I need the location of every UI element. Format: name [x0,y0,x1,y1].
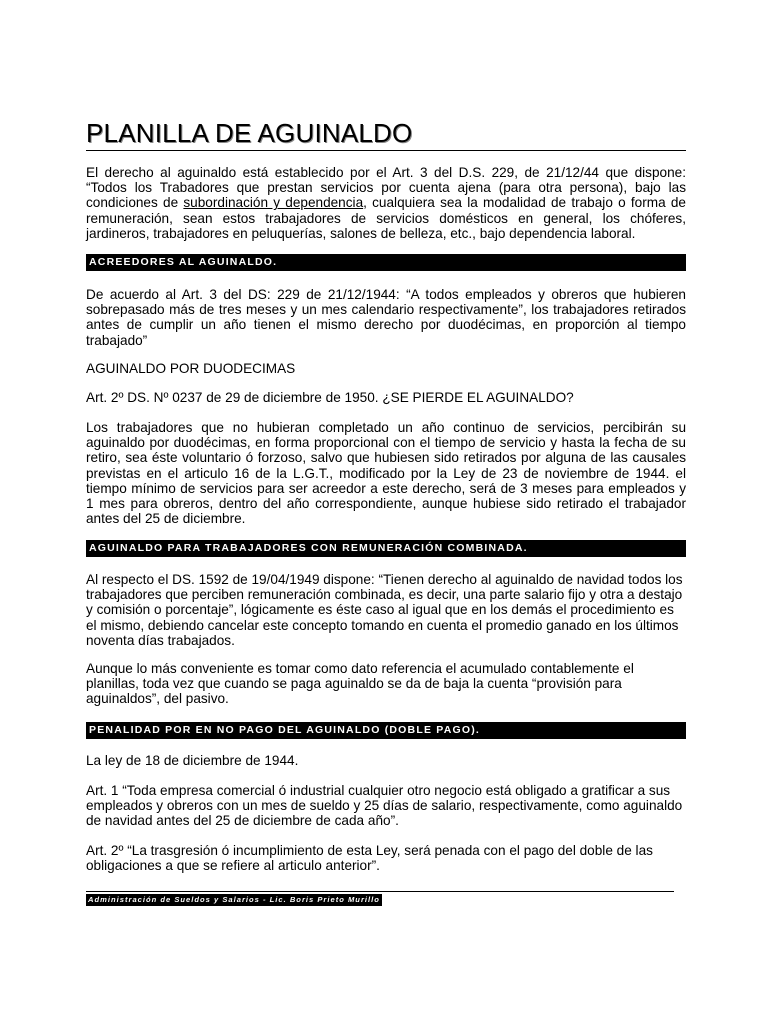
penalidad-paragraph-2: Art. 1 “Toda empresa comercial ó industrial cualquier otro negocio está obligado a gratificar a sus empleados y obreros con un mes de sueldo y 25 días de salario, respectivamente, como aguinaldo de navidad antes del 25 de diciembre de cada año”. [86,783,683,829]
intro-text-end: , cualquiera sea la modalidad de trabajo o forma de remuneración, sean estos trabajadores de servicios domésticos en general, los chóferes, jardineros, trabajadores en peluquerías, salones de belleza, etc., bajo dependencia laboral. [86,195,686,241]
acreedores-subheading: AGUINALDO POR DUODECIMAS [86,361,296,376]
combinada-paragraph-2: Aunque lo más conveniente es tomar como dato referencia el acumulado contablemente el planillas, toda vez que cuando se paga aguinaldo se da de baja la cuenta “provisión para aguinaldos”, del pasivo. [86,661,634,707]
acreedores-paragraph-3: Los trabajadores que no hubieran completado un año continuo de servicios, percibirán su aguinaldo por duodécimas, en forma proporcional con el tiempo de servicio y hasta la fecha de su retiro, sea éste voluntario ó forzoso, salvo que hubiesen sido retirados por alguna de las causales previstas en el articulo 16 de la L.G.T., modificado por la Ley de 23 de noviembre de 1944. el tiempo mínimo de servicios para ser acreedor a este derecho, será de 3 meses para empleados y 1 mes para obreros, dentro del año correspondiente, aunque hubiese sido retirado el trabajador antes del 25 de diciembre. [86,420,686,527]
intro-underlined-term: subordinación y dependencia [183,195,364,211]
footer-divider [86,891,674,892]
intro-paragraph [86,165,686,241]
page-footer: Administración de Sueldos y Salarios - Lic. Boris Prieto Murillo [88,895,380,904]
page-title: PLANILLA DE AGUINALDO [86,117,686,151]
combinada-paragraph-1: Al respecto el DS. 1592 de 19/04/1949 dispone: “Tienen derecho al aguinaldo de navidad todos los trabajadores que perciben remuneración combinada, es decir, una parte salario fijo y otra a destajo y comisión o porcentaje”, lógicamente es éste caso al igual que en los demás el procedimiento es el mismo, debiendo cancelar este concepto tomando en cuenta el promedio ganado en los últimos noventa días trabajados. [86,572,683,648]
intro-text-start: El derecho al aguinaldo está establecido por el Art. 3 del D.S. 229, de 21/12/44 que dispone: “Todos los Trabadores que prestan servicios por cuenta ajena (para otra persona), bajo las condiciones de [86,165,686,211]
section-heading-penalidad: PENALIDAD POR EN NO PAGO DEL AGUINALDO (DOBLE PAGO). [86,722,686,739]
acreedores-paragraph-2: Art. 2º DS. Nº 0237 de 29 de diciembre de 1950. ¿SE PIERDE EL AGUINALDO? [86,390,574,405]
section-heading-combinada: AGUINALDO PARA TRABAJADORES CON REMUNERACIÓN COMBINADA. [86,540,686,557]
section-heading-acreedores: ACREEDORES AL AGUINALDO. [86,254,686,271]
penalidad-paragraph-1: La ley de 18 de diciembre de 1944. [86,753,299,768]
penalidad-paragraph-3: Art. 2º “La trasgresión ó incumplimiento de esta Ley, será penada con el pago del doble de las obligaciones a que se refiere al articulo anterior”. [86,843,653,874]
acreedores-paragraph-1: De acuerdo al Art. 3 del DS: 229 de 21/12/1944: “A todos empleados y obreros que hubieren sobrepasado más de tres meses y un mes calendario respectivamente”, los trabajadores retirados antes de cumplir un año tienen el mismo derecho por duodécimas, en proporción al tiempo trabajado” [86,287,686,348]
